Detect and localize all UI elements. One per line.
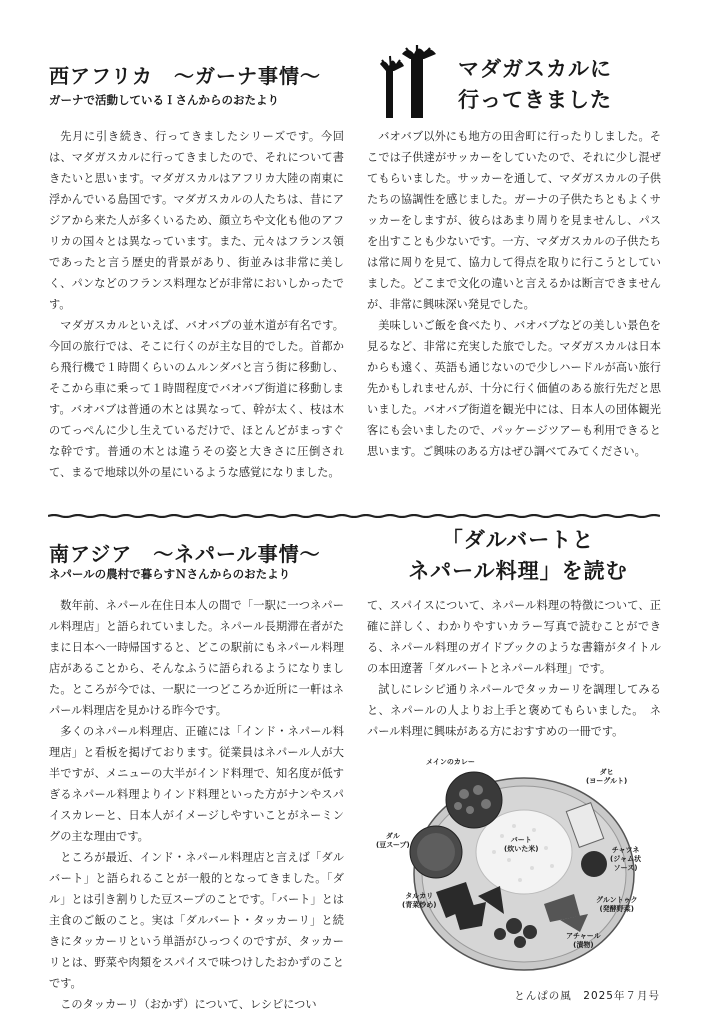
nepal-left-column — [49, 595, 344, 1015]
label-achar — [566, 932, 601, 950]
madagascar-feature-title-line2: 行ってきました — [458, 88, 612, 112]
paragraph: 多くのネパール料理店、正確には「インド・ネパール料理店」と看板を掲げております。従業員はネパール人が大半ですが、メニューの大半がインド料理で、知名度が低すぎるネパール料理よりインド料理といった方がナンやスパイスカレーと、日本人がイメージしやすいことがネーミングの主な理由です。 — [49, 725, 344, 843]
label-achar-name: アチャール — [566, 932, 601, 940]
paragraph: ところが最近、インド・ネパール料理店と言えば「ダルバート」と語られることが一般的となってきました。「ダル」とは引き割りした豆スープのことです。「バート」とは主食のご飯のこと。実は「ダルバート・タッカーリ」と続きにタッカーリという単語がひっつくのですが、タッカーリとは、野菜や肉類をスパイスで味つけしたおかずのことです。 — [49, 851, 344, 990]
label-main-curry: メインのカレー — [426, 758, 475, 766]
nepal-subtitle: ネパールの農村で暮らすＮさんからのおたより — [49, 567, 291, 581]
label-dahi-sub: (ヨーグルト) — [586, 777, 628, 785]
paragraph: 先月に引き続き、行ってきましたシリーズです。今回は、マダガスカルに行ってきましたので、それについて書きたいと思います。マダガスカルはアフリカ大陸の南東に浮かんでいる島国です。マダガスカルの人たちは、昔にアジアから来た人が多くいるため、顔立ちや文化も他のアフリカの国々とは異なっています。また、元々はフランス領であったと言う歴史的背景があり、街並みは非常に美しく、パンなどのフランス料理などが非常においしかったです。 — [49, 130, 344, 311]
nepal-feature-title-line1: 「ダルバートと — [441, 528, 595, 552]
paragraph: バオバブ以外にも地方の田舎町に行ったりしました。そこでは子供達がサッカーをしていたので、それに少し混ぜてもらいました。サッカーを通して、マダガスカルの子供たちの協調性を感じました。ガーナの子供たちともよくサッカーをしますが、彼らはあまり周りを見ませんし、パスを出すことも少ないです。一方、マダガスカルの子供たちは常に周りを見て、協力して得点を取りに行こうとしていました。どこまで文化の違いと言えるかは断言できませんが、非常に興味深い発見でした。 — [367, 130, 661, 311]
madagascar-feature-title-line1: マダガスカルに — [458, 57, 612, 81]
label-gundruk — [596, 896, 637, 914]
label-chutney-name: チャツネ — [611, 846, 640, 854]
footer-issue: とんぱの風 2025年７月号 — [514, 990, 660, 1002]
paragraph: 試しにレシピ通りネパールでタッカーリを調理してみると、ネパールの人よりお上手と褒めてもらいました。 ネパール料理に興味がある方におすすめの一冊です。 — [367, 683, 661, 738]
label-chutney-sub2: ソース) — [613, 864, 638, 872]
paragraph: 美味しいご飯を食べたり、バオバブなどの美しい景色を見るなど、非常に充実した旅でした。マダガスカルは日本からも遠く、英語も通じないので少しハードルが高い旅行先かもしれませんが、十分に行く価値のある旅行先だと思いました。バオバブ街道を観光中には、日本人の団体観光客にも会いましたので、パッケージツアーも利用できると思います。ご興味のある方はぜひ調べてみてください。 — [367, 319, 661, 458]
label-chutney — [610, 846, 641, 873]
nepal-right-column — [367, 595, 661, 742]
label-dal — [376, 832, 410, 850]
dalbhat-plate-illustration — [374, 756, 664, 974]
label-dahi — [586, 768, 627, 786]
label-gundruk-sub: (発酵野菜) — [599, 905, 634, 913]
label-dal-name: ダル — [385, 832, 400, 840]
label-bhat — [504, 836, 538, 854]
section-divider — [48, 514, 660, 518]
paragraph: このタッカーリ（おかず）について、レシピについ — [60, 998, 317, 1011]
nepal-feature-title-line2: ネパール料理」を読む — [408, 559, 628, 583]
nepal-title: 南アジア ～ネパール事情～ — [49, 542, 321, 566]
label-tarkari — [402, 892, 436, 910]
baobab-trees-illustration — [374, 44, 446, 120]
label-dal-sub: (豆スープ) — [376, 841, 410, 849]
paragraph: マダガスカルといえば、バオバブの並木道が有名です。今回の旅行では、そこに行くのが主な目的でした。首都から飛行機で１時間くらいのムルンダバと言う街に移動し、そこから車に乗って１時間程度でバオバブ街道に移動します。バオバブは普通の木とは異なって、幹が太く、枝は木のてっぺんに少し生えているだけで、ほとんどがまっすぐな幹です。普通の木とは違うその姿と大きさに圧倒されて、まるで地球以外の星にいるような感覚になりました。 — [49, 319, 344, 479]
madagascar-left-column — [49, 126, 344, 483]
label-gundruk-name: グルントゥク — [596, 896, 638, 904]
paragraph: 数年前、ネパール在住日本人の間で「一駅に一つネパール料理店」と語られていました。ネパール長期滞在者がたまに日本へ一時帰国すると、どこの駅前にもネパール料理店があることから、そんなふうに語られるようになりました。ところが今では、一駅に一つどころか近所に一軒はネパール料理店を見かける昨今です。 — [49, 599, 344, 717]
label-chutney-sub1: (ジャム状 — [610, 855, 642, 863]
label-dahi-name: ダヒ — [599, 768, 614, 776]
paragraph: て、スパイスについて、ネパール料理の特徴について、正確に詳しく、わかりやすいカラー写真で読むことができる、ネパール料理のガイドブックのような書籍がタイトルの本田遼著「ダルバートとネパール料理」です。 — [367, 599, 661, 675]
label-bhat-sub: (炊いた米) — [504, 845, 539, 853]
ghana-subtitle: ガーナで活動しているＩさんからのおたより — [49, 93, 279, 107]
madagascar-right-column — [367, 126, 661, 462]
label-tarkari-sub: (青菜炒め) — [402, 901, 437, 909]
ghana-title: 西アフリカ ～ガーナ事情～ — [49, 64, 321, 88]
label-achar-sub: (漬物) — [573, 941, 594, 949]
label-tarkari-name: タルカリ — [405, 892, 434, 900]
label-bhat-name: バート — [510, 836, 532, 844]
